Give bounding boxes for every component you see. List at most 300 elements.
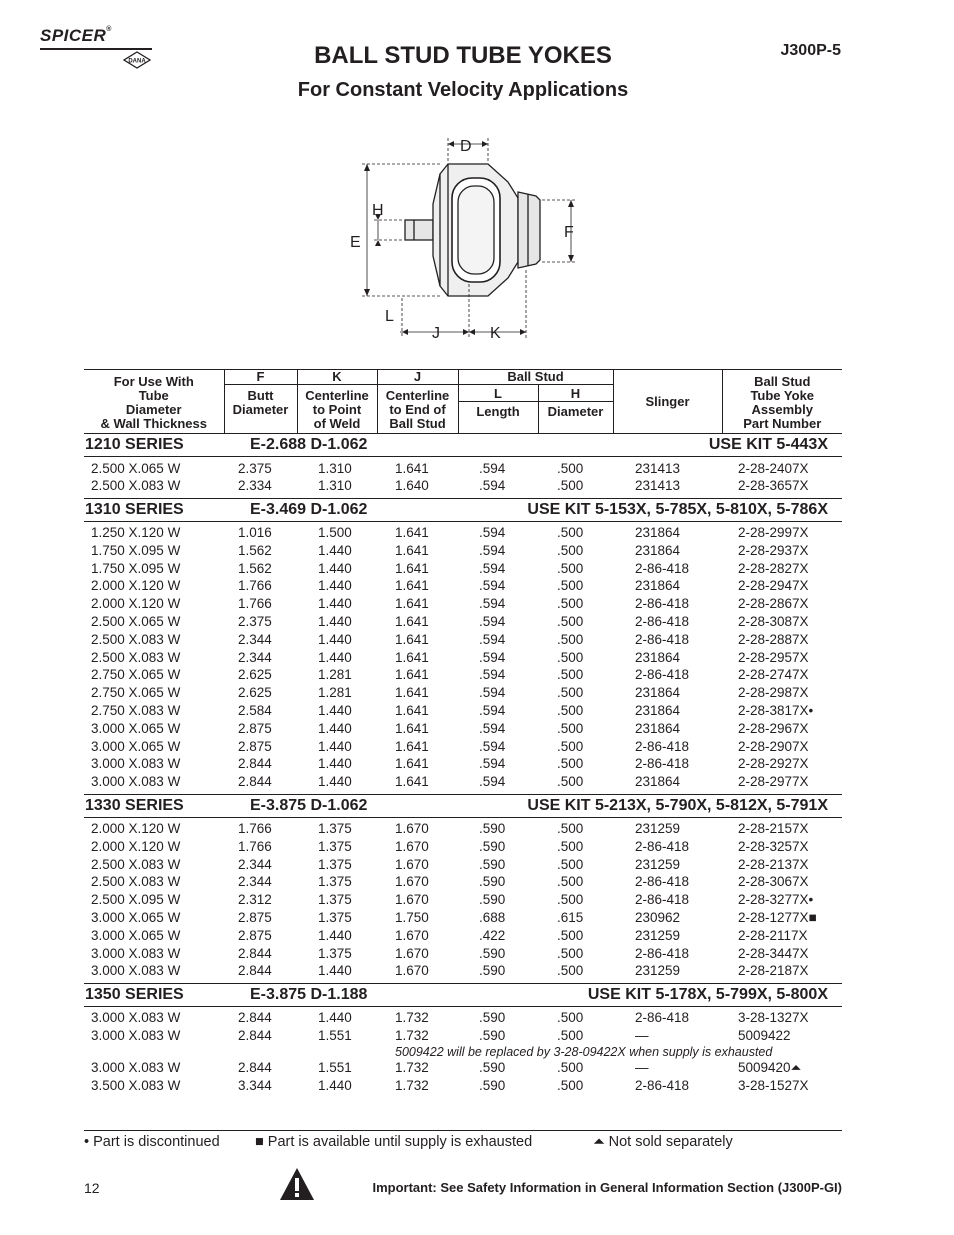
slinger-cell: 231413 [635,460,681,476]
j-value-cell: 1.732 [395,1028,429,1044]
h-diameter-cell: .500 [557,756,584,772]
table-row [84,909,842,927]
l-length-cell: .594 [479,685,506,701]
slinger-cell: — [635,1028,649,1044]
slinger-cell: 231864 [635,542,681,558]
butt-diameter-cell: 2.875 [238,910,272,926]
k-value-cell: 1.440 [318,927,352,943]
part-number-cell: 2-28-2867X [738,596,809,612]
j-value-cell: 1.641 [395,631,429,647]
replacement-note: 5009422 will be replaced by 3-28-09422X when supply is exhausted [395,1044,773,1059]
part-number-cell: 5009422 [738,1028,791,1044]
part-number-cell: 2-28-2117X [738,927,808,943]
note-row [84,1045,842,1059]
dim-label-d: D [460,138,472,155]
h-diameter-cell: .500 [557,596,584,612]
h-diameter-cell: .500 [557,874,584,890]
butt-diameter-cell: 3.344 [238,1077,272,1093]
tube-size-cell: 2.500 X.095 W [91,892,181,908]
h-diameter-cell: .500 [557,1077,584,1093]
publication-code: J300P-5 [780,42,841,59]
part-number-cell: 2-28-3657X [738,478,809,494]
slinger-cell: 231864 [635,703,681,719]
k-value-cell: 1.310 [318,460,352,476]
table-row [84,927,842,945]
h-diameter-cell: .500 [557,821,584,837]
header-slinger: Slinger [613,370,722,434]
table-row [84,577,842,595]
h-diameter-cell: .500 [557,927,584,943]
tube-size-cell: 3.000 X.083 W [91,963,181,979]
part-number-cell: 2-28-3817X• [738,703,814,719]
slinger-cell: 2-86-418 [635,1010,690,1026]
h-diameter-cell: .500 [557,892,584,908]
part-number-cell: 2-28-2967X [738,720,809,736]
footnote-rule [84,1130,842,1131]
j-value-cell: 1.641 [395,542,429,558]
part-number-cell: 2-28-2887X [738,631,809,647]
h-diameter-cell: .500 [557,667,584,683]
part-number-cell: 2-28-2827X [738,560,809,576]
k-value-cell: 1.440 [318,720,352,736]
brand-name: SPICER® [40,26,112,45]
butt-diameter-cell: 2.312 [238,892,272,908]
h-diameter-cell: .500 [557,649,584,665]
l-length-cell: .594 [479,525,506,541]
tube-size-cell: 3.000 X.083 W [91,945,181,961]
table-row [84,945,842,963]
slinger-cell: 231864 [635,720,681,736]
part-number-cell: 2-28-2747X [738,667,809,683]
l-length-cell: .594 [479,542,506,558]
tube-size-cell: 3.000 X.065 W [91,720,181,736]
table-row [84,702,842,720]
tube-size-cell: 3.500 X.083 W [91,1077,181,1093]
tube-size-cell: 2.500 X.083 W [91,874,181,890]
table-row [84,838,842,856]
slinger-cell: 2-86-418 [635,838,690,854]
h-diameter-cell: .500 [557,856,584,872]
part-number-cell: 2-28-2907X [738,738,809,754]
l-length-cell: .590 [479,892,506,908]
part-number-cell: 2-28-2407X [738,460,809,476]
l-length-cell: .590 [479,838,506,854]
j-value-cell: 1.641 [395,649,429,665]
table-row [84,631,842,649]
series-row [84,434,842,457]
l-length-cell: .590 [479,945,506,961]
butt-diameter-cell: 2.584 [238,703,272,719]
slinger-cell: 2-86-418 [635,614,690,630]
k-value-cell: 1.440 [318,649,352,665]
j-value-cell: 1.641 [395,774,429,790]
j-value-cell: 1.670 [395,821,429,837]
slinger-cell: 231413 [635,478,681,494]
yoke-diagram [340,134,590,344]
j-value-cell: 1.670 [395,874,429,890]
butt-diameter-cell: 2.875 [238,720,272,736]
part-number-cell: 2-28-3067X [738,874,809,890]
tube-size-cell: 3.000 X.083 W [91,1059,181,1075]
part-number-cell: 3-28-1327X [738,1010,809,1026]
l-length-cell: .590 [479,1010,506,1026]
series-row [84,498,842,521]
table-row [84,1027,842,1045]
dim-label-h: H [372,202,384,219]
slinger-cell: 230962 [635,910,681,926]
series-kit: USE KIT 5-153X, 5-785X, 5-810X, 5-786X [458,498,842,521]
tube-size-cell: 2.000 X.120 W [91,578,181,594]
l-length-cell: .594 [479,596,506,612]
footnote-discontinued: • Part is discontinued [84,1134,220,1150]
tube-size-cell: 1.250 X.120 W [91,525,181,541]
header-use-with: For Use With Tube Diameter & Wall Thickness [84,370,224,434]
series-kit: USE KIT 5-178X, 5-799X, 5-800X [458,983,842,1006]
tube-size-cell: 3.000 X.065 W [91,738,181,754]
header-h: H Diameter [538,385,613,434]
part-number-cell: 3-28-1527X [738,1077,809,1093]
h-diameter-cell: .500 [557,542,584,558]
k-value-cell: 1.440 [318,578,352,594]
l-length-cell: .590 [479,856,506,872]
header-assembly: Ball Stud Tube Yoke Assembly Part Number [722,370,842,434]
table-row [84,891,842,909]
j-value-cell: 1.641 [395,756,429,772]
dim-label-f: F [564,224,574,241]
slinger-cell: 2-86-418 [635,560,690,576]
j-value-cell: 1.641 [395,667,429,683]
l-length-cell: .594 [479,631,506,647]
tube-size-cell: 2.500 X.083 W [91,631,181,647]
butt-diameter-cell: 2.844 [238,756,272,772]
butt-diameter-cell: 2.344 [238,856,272,872]
header-f-desc: Butt Diameter [224,385,297,434]
h-diameter-cell: .500 [557,738,584,754]
butt-diameter-cell: 1.766 [238,578,272,594]
tube-size-cell: 2.000 X.120 W [91,821,181,837]
part-number-cell: 2-28-2977X [738,774,809,790]
k-value-cell: 1.375 [318,821,352,837]
part-number-cell: 2-28-3257X [738,838,809,854]
j-value-cell: 1.732 [395,1010,429,1026]
l-length-cell: .422 [479,927,506,943]
spec-table [84,369,842,1097]
h-diameter-cell: .500 [557,1010,584,1026]
slinger-cell: 2-86-418 [635,667,690,683]
h-diameter-cell: .500 [557,525,584,541]
header-j-letter: J [377,370,458,385]
l-length-cell: .688 [479,910,506,926]
j-value-cell: 1.640 [395,478,429,494]
j-value-cell: 1.732 [395,1059,429,1075]
j-value-cell: 1.641 [395,560,429,576]
j-value-cell: 1.670 [395,838,429,854]
tube-size-cell: 2.000 X.120 W [91,838,181,854]
slinger-cell: 231259 [635,856,681,872]
k-value-cell: 1.440 [318,756,352,772]
h-diameter-cell: .500 [557,560,584,576]
table-row [84,820,842,838]
page-subtitle: For Constant Velocity Applications [297,79,629,101]
l-length-cell: .594 [479,578,506,594]
slinger-cell: 231259 [635,963,681,979]
table-header [84,370,842,434]
k-value-cell: 1.281 [318,667,352,683]
k-value-cell: 1.375 [318,838,352,854]
tube-size-cell: 3.000 X.083 W [91,774,181,790]
k-value-cell: 1.281 [318,685,352,701]
table-row [84,684,842,702]
butt-diameter-cell: 2.375 [238,614,272,630]
h-diameter-cell: .500 [557,963,584,979]
part-number-cell: 2-28-2187X [738,963,809,979]
series-dims: E-2.688 D-1.062 [224,434,458,457]
l-length-cell: .594 [479,560,506,576]
h-diameter-cell: .500 [557,1028,584,1044]
h-diameter-cell: .500 [557,720,584,736]
l-length-cell: .594 [479,738,506,754]
slinger-cell: 2-86-418 [635,874,690,890]
dim-label-e: E [350,234,361,251]
header-j-desc: Centerline to End of Ball Stud [377,385,458,434]
k-value-cell: 1.375 [318,874,352,890]
butt-diameter-cell: 2.344 [238,649,272,665]
slinger-cell: 231259 [635,821,681,837]
k-value-cell: 1.375 [318,945,352,961]
k-value-cell: 1.375 [318,856,352,872]
l-length-cell: .594 [479,667,506,683]
series-name: 1210 SERIES [84,434,224,457]
butt-diameter-cell: 1.766 [238,821,272,837]
h-diameter-cell: .500 [557,685,584,701]
part-number-cell: 2-28-3087X [738,614,809,630]
page-number: 12 [84,1180,100,1196]
butt-diameter-cell: 1.766 [238,838,272,854]
k-value-cell: 1.551 [318,1059,352,1075]
j-value-cell: 1.670 [395,892,429,908]
part-number-cell: 2-28-3447X [738,945,809,961]
series-dims: E-3.875 D-1.062 [224,794,458,817]
j-value-cell: 1.641 [395,578,429,594]
h-diameter-cell: .500 [557,460,584,476]
table-row [84,720,842,738]
k-value-cell: 1.440 [318,1010,352,1026]
butt-diameter-cell: 2.844 [238,774,272,790]
j-value-cell: 1.641 [395,525,429,541]
series-name: 1330 SERIES [84,794,224,817]
slinger-cell: 2-86-418 [635,1077,690,1093]
butt-diameter-cell: 1.016 [238,525,272,541]
slinger-cell: 2-86-418 [635,945,690,961]
header-l: L Length [458,385,538,434]
j-value-cell: 1.641 [395,738,429,754]
h-diameter-cell: .500 [557,774,584,790]
page-title: BALL STUD TUBE YOKES [314,42,612,69]
table-row [84,560,842,578]
series-dims: E-3.875 D-1.188 [224,983,458,1006]
tube-size-cell: 2.500 X.083 W [91,856,181,872]
k-value-cell: 1.440 [318,542,352,558]
header-f-letter: F [224,370,297,385]
slinger-cell: — [635,1059,649,1075]
part-number-cell: 2-28-2987X [738,685,809,701]
slinger-cell: 231864 [635,685,681,701]
h-diameter-cell: .500 [557,578,584,594]
k-value-cell: 1.551 [318,1028,352,1044]
h-diameter-cell: .500 [557,614,584,630]
part-number-cell: 2-28-2957X [738,649,809,665]
k-value-cell: 1.375 [318,892,352,908]
butt-diameter-cell: 2.344 [238,631,272,647]
part-number-cell: 2-28-2997X [738,525,809,541]
h-diameter-cell: .500 [557,838,584,854]
j-value-cell: 1.670 [395,945,429,961]
j-value-cell: 1.641 [395,596,429,612]
l-length-cell: .594 [479,756,506,772]
h-diameter-cell: .500 [557,478,584,494]
footnote-until-exhausted: ■ Part is available until supply is exhausted [255,1134,533,1150]
j-value-cell: 1.732 [395,1077,429,1093]
h-diameter-cell: .500 [557,945,584,961]
j-value-cell: 1.641 [395,703,429,719]
warning-icon [279,1167,315,1206]
table-body [84,434,842,1098]
l-length-cell: .594 [479,649,506,665]
j-value-cell: 1.641 [395,614,429,630]
part-number-cell: 2-28-2947X [738,578,809,594]
table-row [84,613,842,631]
series-kit: USE KIT 5-213X, 5-790X, 5-812X, 5-791X [458,794,842,817]
k-value-cell: 1.440 [318,774,352,790]
table-row [84,856,842,874]
k-value-cell: 1.440 [318,631,352,647]
series-kit: USE KIT 5-443X [458,434,842,457]
tube-size-cell: 3.000 X.083 W [91,1010,181,1026]
h-diameter-cell: .500 [557,1059,584,1075]
dim-label-l: L [385,308,394,325]
j-value-cell: 1.641 [395,720,429,736]
butt-diameter-cell: 2.844 [238,1028,272,1044]
table-row [84,666,842,684]
tube-size-cell: 2.750 X.065 W [91,685,181,701]
header-ball-stud: Ball Stud [458,370,613,385]
dim-label-j: J [432,325,440,342]
tube-size-cell: 1.750 X.095 W [91,542,181,558]
butt-diameter-cell: 1.562 [238,542,272,558]
slinger-cell: 2-86-418 [635,596,690,612]
slinger-cell: 231259 [635,927,681,943]
l-length-cell: .590 [479,1028,506,1044]
k-value-cell: 1.440 [318,963,352,979]
table-row [84,873,842,891]
l-length-cell: .590 [479,874,506,890]
series-dims: E-3.469 D-1.062 [224,498,458,521]
j-value-cell: 1.670 [395,927,429,943]
part-number-cell: 5009420⏶ [738,1059,802,1075]
series-name: 1350 SERIES [84,983,224,1006]
butt-diameter-cell: 2.375 [238,460,272,476]
h-diameter-cell: .500 [557,703,584,719]
butt-diameter-cell: 2.625 [238,667,272,683]
l-length-cell: .590 [479,1059,506,1075]
tube-size-cell: 2.750 X.065 W [91,667,181,683]
k-value-cell: 1.440 [318,738,352,754]
butt-diameter-cell: 2.334 [238,478,272,494]
j-value-cell: 1.641 [395,685,429,701]
table-row [84,773,842,791]
table-row [84,542,842,560]
tube-size-cell: 3.000 X.065 W [91,910,181,926]
slinger-cell: 2-86-418 [635,631,690,647]
l-length-cell: .594 [479,460,506,476]
k-value-cell: 1.500 [318,525,352,541]
footnote-not-sold: ⏶ Not sold separately [593,1134,733,1150]
table-row [84,1059,842,1077]
series-row [84,794,842,817]
tube-size-cell: 2.000 X.120 W [91,596,181,612]
slinger-cell: 231864 [635,649,681,665]
k-value-cell: 1.440 [318,560,352,576]
l-length-cell: .594 [479,703,506,719]
slinger-cell: 231864 [635,578,681,594]
table-row [84,755,842,773]
butt-diameter-cell: 2.844 [238,1010,272,1026]
slinger-cell: 2-86-418 [635,738,690,754]
part-number-cell: 2-28-1277X■ [738,910,817,926]
row-spacer [84,1094,842,1097]
l-length-cell: .594 [479,478,506,494]
part-number-cell: 2-28-2157X [738,821,809,837]
k-value-cell: 1.440 [318,614,352,630]
table-row [84,962,842,980]
safety-notice: Important: See Safety Information in General Information Section (J300P-GI) [372,1180,842,1195]
butt-diameter-cell: 1.766 [238,596,272,612]
tube-size-cell: 2.500 X.065 W [91,614,181,630]
butt-diameter-cell: 2.875 [238,927,272,943]
table-row [84,1077,842,1095]
tube-size-cell: 2.500 X.065 W [91,460,181,476]
series-row [84,983,842,1006]
l-length-cell: .594 [479,614,506,630]
table-row [84,477,842,495]
tube-size-cell: 2.750 X.083 W [91,703,181,719]
l-length-cell: .594 [479,774,506,790]
j-value-cell: 1.670 [395,856,429,872]
part-number-cell: 2-28-2927X [738,756,809,772]
dim-label-k: K [490,325,501,342]
table-row [84,649,842,667]
registered-mark: ® [106,26,112,33]
h-diameter-cell: .500 [557,631,584,647]
header-k-letter: K [297,370,377,385]
butt-diameter-cell: 1.562 [238,560,272,576]
j-value-cell: 1.750 [395,910,429,926]
k-value-cell: 1.440 [318,596,352,612]
tube-size-cell: 3.000 X.083 W [91,756,181,772]
dana-label: DANA [128,58,146,65]
k-value-cell: 1.440 [318,1077,352,1093]
slinger-cell: 2-86-418 [635,756,690,772]
l-length-cell: .590 [479,963,506,979]
table-row [84,738,842,756]
slinger-cell: 231864 [635,525,681,541]
tube-size-cell: 3.000 X.083 W [91,1028,181,1044]
table-row [84,460,842,478]
l-length-cell: .590 [479,1077,506,1093]
table-row [84,595,842,613]
butt-diameter-cell: 2.625 [238,685,272,701]
slinger-cell: 2-86-418 [635,892,690,908]
